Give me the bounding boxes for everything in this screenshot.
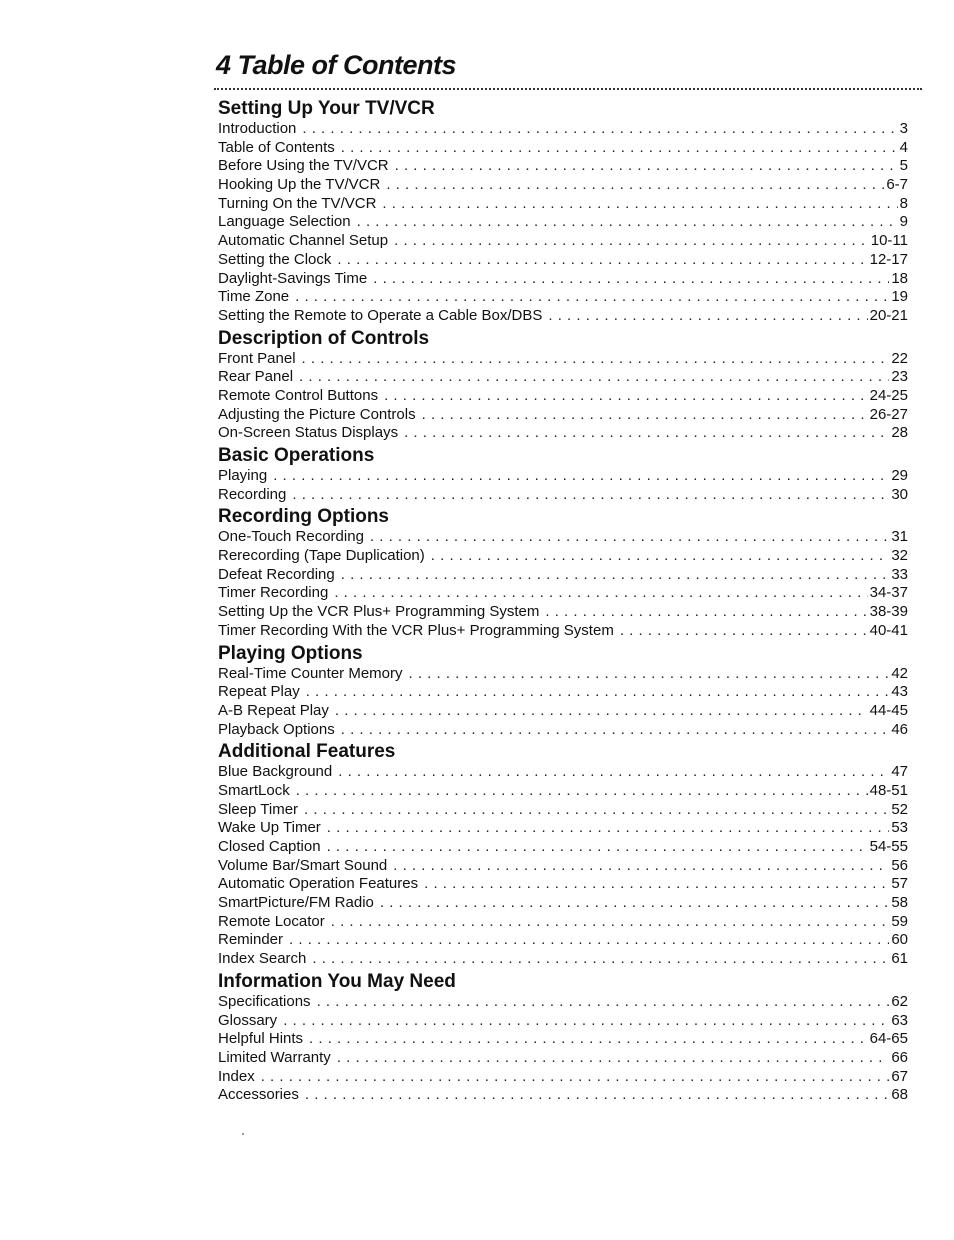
toc-entry-page: 19 [891,288,908,306]
toc-entry [218,547,908,566]
toc-entry-title: Automatic Channel Setup [218,232,389,250]
dot-leader [304,801,889,820]
toc-entry-title: Recording [218,485,287,503]
section-heading: Basic Operations [218,445,375,466]
toc-entry-title: Front Panel [218,349,296,367]
toc-entry-title: Table of Contents [218,138,335,156]
toc-entry [218,665,908,684]
toc-entry [218,528,908,547]
toc-entry-title: Adjusting the Picture Controls [218,405,416,423]
toc-entry-page: 9 [899,213,908,231]
toc-entry-title: Limited Warranty [218,1048,331,1066]
toc-entry [218,931,908,950]
dot-leader [306,683,890,702]
section-heading: Information You May Need [218,970,456,992]
toc-entry-title: Setting the Clock [218,250,332,268]
toc-entry-title: One-Touch Recording [218,528,364,546]
section-heading: Setting Up Your TV/VCR [218,98,435,119]
toc-entry-title: Accessories [218,1086,299,1104]
toc-entry-page: 68 [891,1086,908,1104]
toc-entry-page: 29 [891,467,908,484]
toc-entry-page: 18 [891,269,908,287]
toc-entry [218,566,908,585]
dot-leader [305,1086,889,1105]
toc-entry-page: 40-41 [869,621,908,639]
dot-leader [393,857,889,876]
toc-entry [218,603,908,622]
toc-section [218,445,908,504]
table-of-contents [218,96,908,1105]
toc-entry-page: 59 [891,912,908,930]
toc-entry-page: 48-51 [869,781,908,799]
toc-entry-page: 47 [891,763,908,781]
toc-entry-title: Index Search [218,950,307,968]
dot-leader [341,721,890,740]
dot-leader [431,547,890,566]
toc-entry [218,157,908,176]
toc-entry [218,838,908,857]
dot-leader [341,566,890,585]
toc-entry [218,139,908,158]
toc-entry [218,251,908,270]
dot-leader [261,1068,890,1087]
toc-entry [218,1049,908,1068]
section-heading: Description of Controls [218,327,430,349]
toc-entry-title: SmartPicture/FM Radio [218,894,374,912]
toc-entry-title: Reminder [218,931,284,949]
toc-section [218,506,908,640]
toc-entry-page: 8 [899,194,908,212]
toc-entry-page: 44-45 [869,701,908,719]
header-dotted-rule [214,88,922,90]
toc-entry [218,288,908,307]
scan-speck [242,1133,244,1135]
toc-entry-page: 43 [891,683,908,701]
dot-leader [334,584,867,603]
toc-entry-title: Blue Background [218,763,333,781]
dot-leader [292,486,889,505]
toc-entry-page: 33 [891,565,908,583]
toc-entry [218,307,908,326]
toc-entry-title: Closed Caption [218,838,321,855]
toc-entry-page: 60 [891,931,908,949]
toc-entry-page: 24-25 [869,386,908,404]
dot-leader [299,368,889,387]
toc-entry [218,763,908,782]
toc-entry-title: Glossary [218,1011,278,1029]
toc-entry [218,782,908,801]
section-heading: Recording Options [218,506,389,528]
toc-entry-page: 46 [891,720,908,738]
dot-leader [295,288,889,307]
toc-entry-page: 5 [899,157,908,175]
dot-leader [395,157,898,176]
toc-entry-title: Setting the Remote to Operate a Cable Box/DBS [218,306,543,324]
toc-entry-page: 52 [891,800,908,818]
toc-entry [218,683,908,702]
dot-leader [341,139,898,158]
dot-leader [337,251,867,270]
toc-entry-title: On-Screen Status Displays [218,424,399,442]
toc-entry-page: 30 [891,485,908,503]
dot-leader [394,232,869,251]
toc-entry-page: 28 [891,424,908,442]
dot-leader [409,665,890,684]
toc-entry-page: 61 [891,950,908,968]
toc-entry-title: Specifications [218,992,311,1010]
toc-entry-page: 54-55 [869,838,908,855]
toc-entry-title: Timer Recording With the VCR Plus+ Programming System [218,621,614,639]
toc-entry [218,1030,908,1049]
section-heading: Additional Features [218,741,396,763]
toc-entry-title: Sleep Timer [218,800,299,818]
dot-leader [620,622,868,641]
dot-leader [327,838,868,857]
dot-leader [548,307,867,326]
toc-entry [218,1068,908,1087]
toc-entry [218,721,908,740]
toc-entry [218,176,908,195]
dot-leader [382,195,897,214]
toc-entry-title: SmartLock [218,781,290,799]
toc-entry [218,857,908,876]
toc-entry-title: Rear Panel [218,368,294,386]
toc-entry [218,387,908,406]
toc-entry [218,584,908,603]
toc-entry-page: 12-17 [869,250,908,268]
toc-section [218,328,908,443]
toc-entry [218,993,908,1012]
toc-entry-page: 64-65 [869,1030,908,1048]
dot-leader [545,603,867,622]
toc-entry [218,1012,908,1031]
toc-entry-page: 23 [891,368,908,386]
toc-entry-title: Wake Up Timer [218,819,321,837]
dot-leader [296,782,868,801]
section-heading: Playing Options [218,642,363,664]
toc-entry-title: Daylight-Savings Time [218,269,368,287]
toc-entry [218,350,908,369]
toc-entry-title: Hooking Up the TV/VCR [218,176,381,194]
toc-entry-title: Repeat Play [218,683,300,701]
toc-entry-page: 53 [891,819,908,837]
toc-entry-page: 38-39 [869,603,908,621]
dot-leader [289,931,889,950]
dot-leader [302,350,890,369]
toc-entry [218,424,908,443]
dot-leader [380,894,889,913]
toc-entry [218,195,908,214]
dot-leader [312,950,889,969]
toc-entry-page: 57 [891,875,908,893]
toc-entry-title: Rerecording (Tape Duplication) [218,547,425,565]
toc-entry-title: Turning On the TV/VCR [218,194,377,212]
toc-entry [218,913,908,932]
toc-entry [218,467,908,486]
toc-entry-title: Language Selection [218,213,351,231]
toc-entry [218,875,908,894]
toc-entry-title: Real-Time Counter Memory [218,664,403,682]
toc-entry-page: 20-21 [869,306,908,324]
toc-entry-title: Defeat Recording [218,565,335,583]
dot-leader [337,1049,890,1068]
toc-entry-page: 56 [891,856,908,874]
toc-entry [218,486,908,505]
toc-entry-page: 67 [891,1067,908,1085]
toc-entry-page: 58 [891,894,908,912]
toc-section [218,98,908,326]
toc-section [218,741,908,969]
dot-leader [357,213,898,232]
toc-entry-page: 32 [891,547,908,565]
toc-entry-page: 62 [891,992,908,1010]
dot-leader [331,913,890,932]
toc-entry-page: 22 [891,349,908,367]
toc-entry-page: 66 [891,1048,908,1066]
toc-entry-title: Introduction [218,120,297,137]
dot-leader [386,176,884,195]
toc-entry-title: Helpful Hints [218,1030,304,1048]
toc-entry [218,270,908,289]
toc-entry [218,950,908,969]
toc-entry-title: Remote Control Buttons [218,386,379,404]
dot-leader [424,875,889,894]
toc-entry-title: Volume Bar/Smart Sound [218,856,388,874]
toc-entry-title: Timer Recording [218,584,329,602]
dot-leader [327,819,890,838]
toc-section [218,971,908,1105]
toc-entry-title: Index [218,1067,255,1085]
dot-leader [373,270,889,289]
dot-leader [317,993,890,1012]
toc-entry-page: 63 [891,1011,908,1029]
page-title: 4 Table of Contents [216,50,457,80]
toc-entry-page: 31 [891,528,908,546]
toc-entry [218,120,908,139]
toc-entry-title: Playing [218,467,268,484]
toc-entry [218,894,908,913]
toc-entry [218,622,908,641]
dot-leader [283,1012,889,1031]
toc-entry-title: A-B Repeat Play [218,701,329,719]
toc-entry-page: 10-11 [870,232,908,250]
toc-entry-page: 42 [891,664,908,682]
dot-leader [422,406,868,425]
toc-entry-title: Setting Up the VCR Plus+ Programming System [218,603,540,621]
toc-entry-title: Remote Locator [218,912,325,930]
toc-entry-page: 3 [899,120,908,137]
toc-entry [218,702,908,721]
toc-entry [218,801,908,820]
toc-entry [218,1086,908,1105]
toc-entry [218,406,908,425]
toc-entry-page: 6-7 [886,176,908,194]
dot-leader [335,702,868,721]
toc-entry [218,819,908,838]
toc-entry-page: 4 [899,138,908,156]
dot-leader [338,763,889,782]
dot-leader [370,528,889,547]
dot-leader [309,1030,868,1049]
dot-leader [273,467,889,486]
toc-entry-page: 26-27 [869,405,908,423]
toc-entry-title: Time Zone [218,288,290,306]
toc-entry-title: Before Using the TV/VCR [218,157,389,175]
toc-section [218,643,908,740]
toc-entry-title: Automatic Operation Features [218,875,419,893]
toc-entry [218,213,908,232]
toc-entry [218,368,908,387]
dot-leader [384,387,868,406]
dot-leader [404,424,889,443]
toc-entry-title: Playback Options [218,720,335,738]
toc-entry [218,232,908,251]
dot-leader [302,120,897,139]
toc-entry-page: 34-37 [869,584,908,602]
